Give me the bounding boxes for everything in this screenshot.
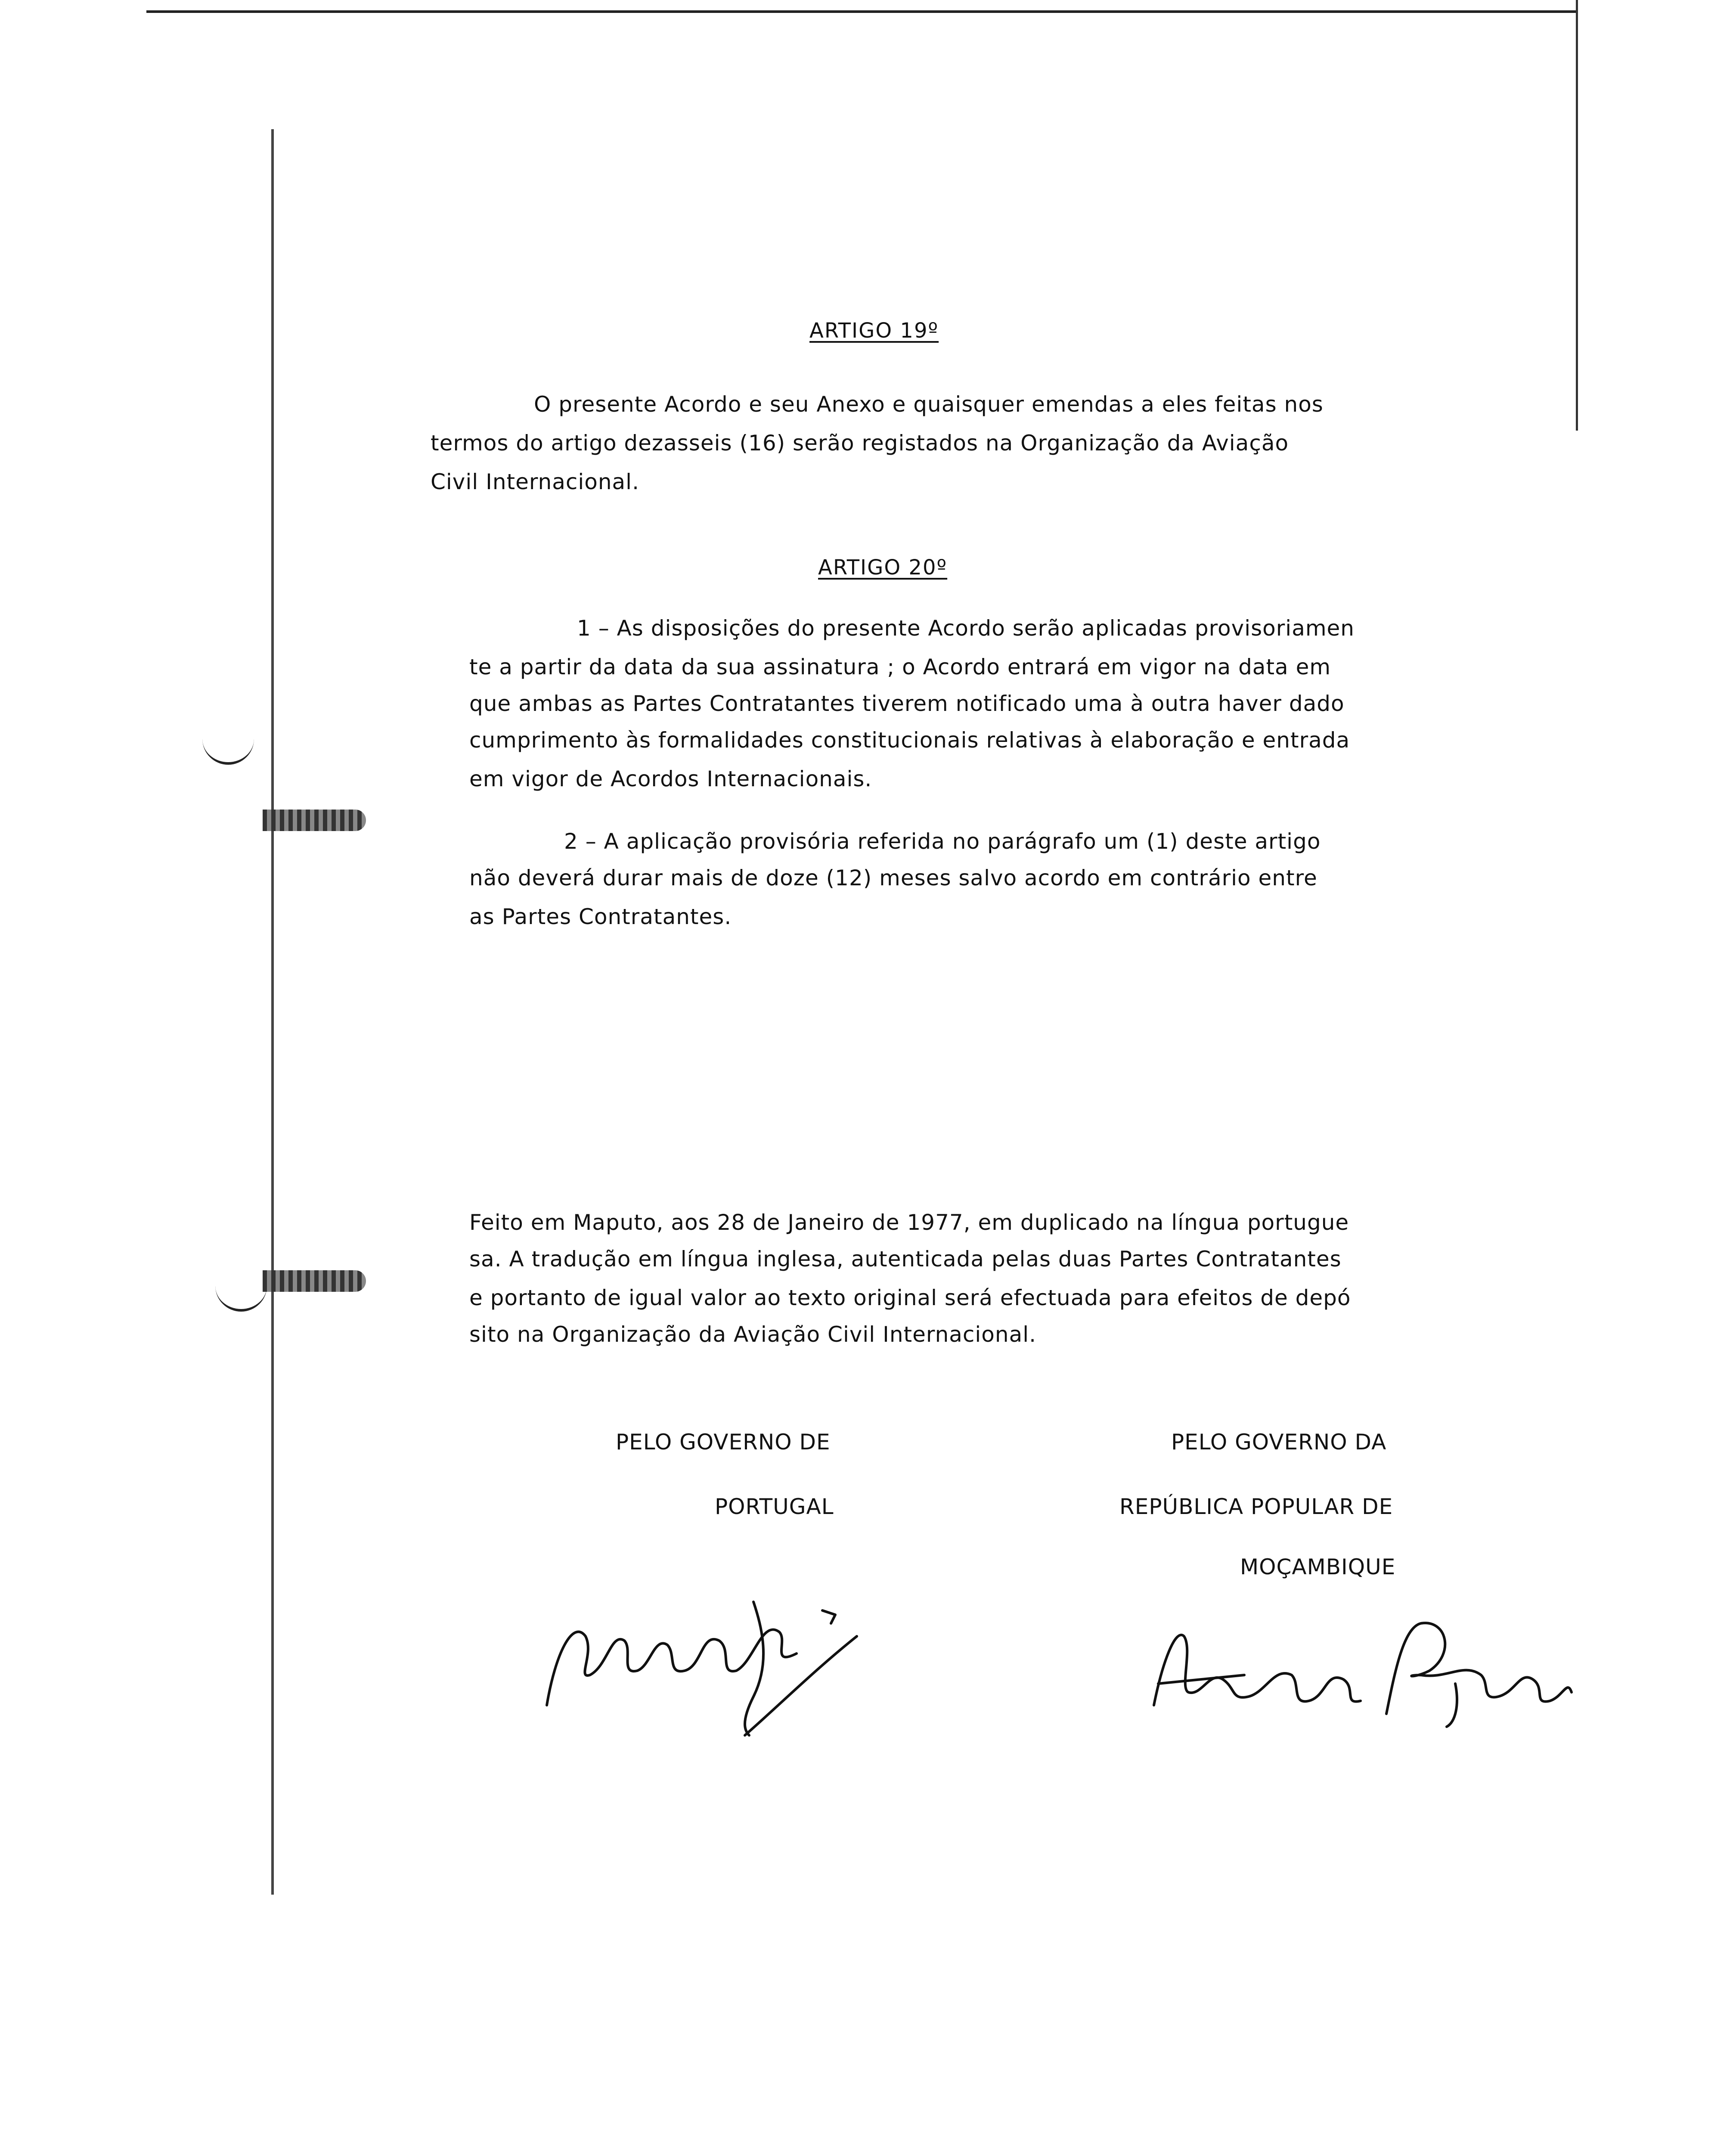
portugal-signature	[538, 1567, 874, 1740]
closing-line: sito na Organização da Aviação Civil Internacional.	[469, 1322, 1036, 1347]
article-20-p1-line: cumprimento às formalidades constitucionais relativas à elaboração e entrada	[469, 728, 1350, 753]
article-20-p1-line: que ambas as Partes Contratantes tiverem notificado uma à outra haver dado	[469, 691, 1345, 716]
closing-line: Feito em Maputo, aos 28 de Janeiro de 1977, em duplicado na língua portugue	[469, 1210, 1349, 1235]
binder-clip	[263, 810, 366, 831]
binding-edge	[271, 129, 274, 1895]
article-20-p1-line: te a partir da data da sua assinatura ; o Acordo entrará em vigor na data em	[469, 655, 1331, 679]
closing-line: e portanto de igual valor ao texto original será efectuada para efeitos de depó	[469, 1285, 1351, 1310]
article-19-line: O presente Acordo e seu Anexo e quaisquer emendas a eles feitas nos	[534, 392, 1324, 417]
top-border-line	[146, 10, 1576, 13]
punch-hole	[215, 1283, 267, 1312]
right-signatory-line: MOÇAMBIQUE	[1240, 1554, 1396, 1579]
article-20-p2-line: as Partes Contratantes.	[469, 904, 732, 929]
article-20-p2-line: 2 – A aplicação provisória referida no parágrafo um (1) deste artigo	[564, 829, 1321, 854]
right-signatory-line: PELO GOVERNO DA	[1171, 1430, 1387, 1455]
article-19-line: Civil Internacional.	[431, 469, 639, 494]
left-signatory-line: PORTUGAL	[715, 1494, 834, 1519]
article-20-heading: ARTIGO 20º	[818, 555, 948, 580]
article-20-p1-line: em vigor de Acordos Internacionais.	[469, 766, 872, 791]
left-signatory-line: PELO GOVERNO DE	[616, 1430, 831, 1455]
article-20-p2-line: não deverá durar mais de doze (12) meses salvo acordo em contrário entre	[469, 866, 1318, 890]
binder-clip	[263, 1270, 366, 1292]
right-signatory-line: REPÚBLICA POPULAR DE	[1119, 1494, 1393, 1519]
right-edge-line	[1576, 0, 1578, 431]
article-19-heading: ARTIGO 19º	[809, 319, 939, 343]
mozambique-signature	[1145, 1593, 1576, 1731]
article-20-p1-line: 1 – As disposições do presente Acordo serão aplicadas provisoriamen	[577, 616, 1355, 641]
article-19-line: termos do artigo dezasseis (16) serão registados na Organização da Aviação	[431, 431, 1289, 456]
punch-hole	[202, 736, 254, 765]
closing-line: sa. A tradução em língua inglesa, autenticada pelas duas Partes Contratantes	[469, 1247, 1342, 1272]
